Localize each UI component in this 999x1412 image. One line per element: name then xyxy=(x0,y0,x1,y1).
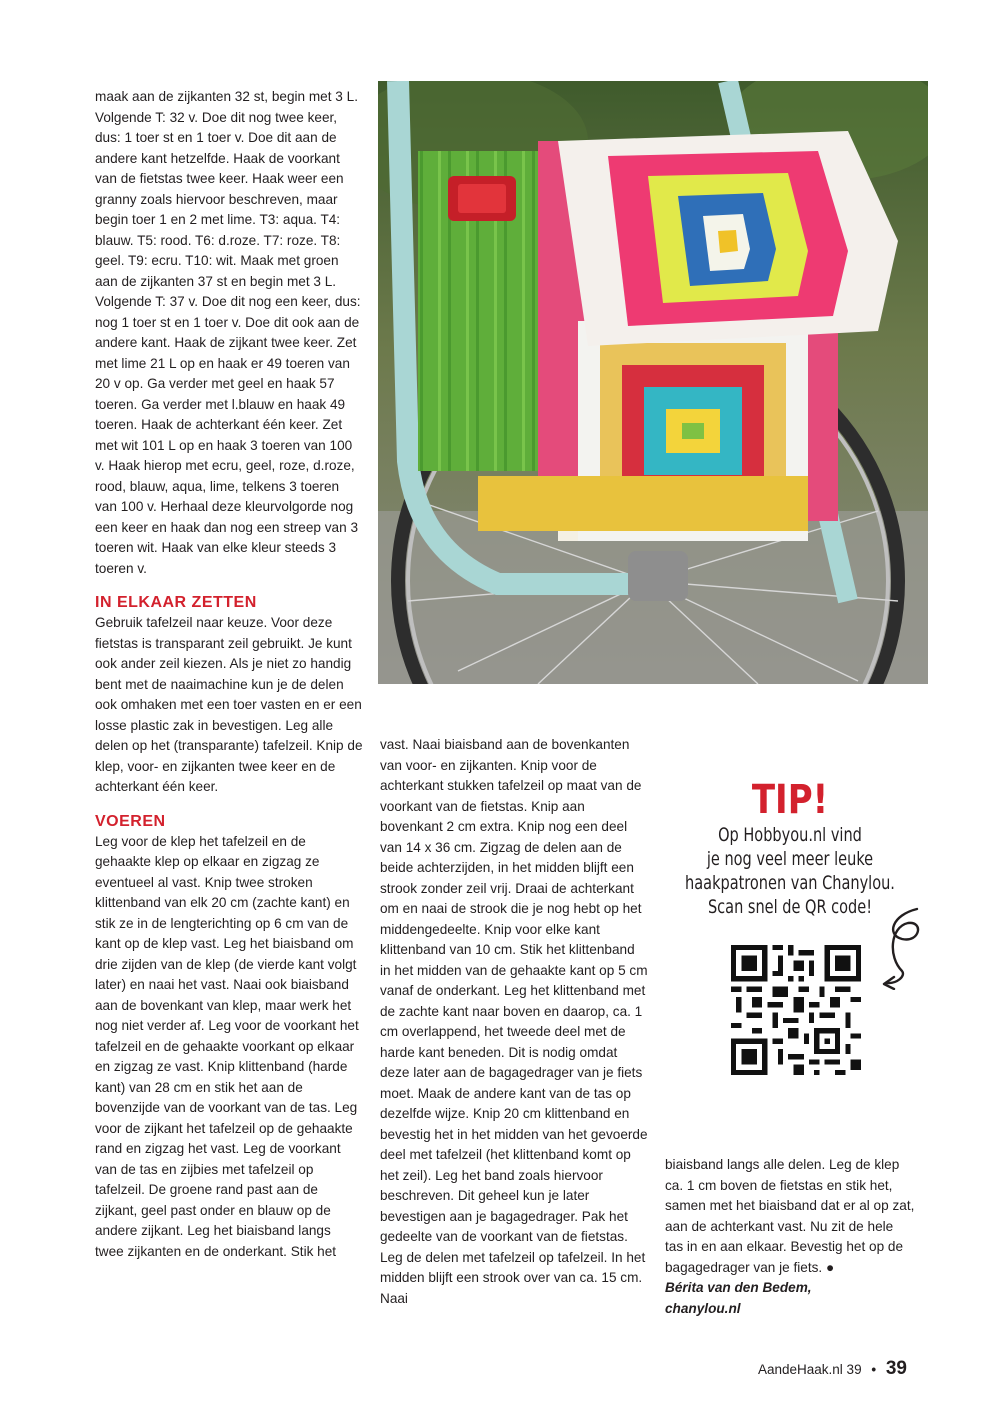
lining-continued-paragraph: vast. Naai biaisband aan de bovenkanten van voor- en zijkanten. Knip voor de achterkant stukken tafelzeil op maat van de voorkant van de fietstas. Knip aan bovenkant 2 cm extra. Knip nog een deel van 14 x 36 cm. Zigzag de delen aan de beide achterzijden, in het midden blijft een strook zonder zeil vrij. Draai de achterkant om en naai de strook die je nog hebt op het middengedeelte. Knip voor elke kant klittenband van 10 cm. Stik het klittenband in het midden van de gehaakte kant op 5 cm vanaf de onderkant. Leg het klittenband met de zachte kant naar boven en daarop, ca. 1 cm overlappend, het tweede deel met de harde kant beneden. Dit is nodig omdat deze later aan de bagagedrager van je fiets moet. Maak de andere kant van de tas op dezelfde wijze. Knip 20 cm klittenband en bevestig het in het midden van het gevoerde deel met tafelzeil (het klittenband komt op het zeil). Leg het band zoals hiervoor beschreven. Dit geheel kun je later bevestigen aan je bagagedrager. Pak het gedeelte van de voorkant van de fietstas. Leg de delen met tafelzeil op tafelzeil. In het midden blijft een strook over van ca. 15 cm. Naai xyxy=(380,737,648,1306)
author-website: chanylou.nl xyxy=(665,1300,741,1316)
lining-paragraph: Leg voor de klep het tafelzeil en de gehaakte klep op elkaar en zigzag ze eventueel al vast. Knip twee stroken klittenband van elk 20 cm (zachte kant) en stik ze in de lengterichting op 6 cm van de kant op de klep vast. Leg het biaisband om drie zijden van de klep (de vierde kant volgt later) en naai het vast. Naai ook biaisband aan de bovenkant van klep, maar werk het nog niet verder af. Leg voor de voorkant het tafelzeil en de gehaakte voorkant op elkaar en zigzag ze vast. Knip klittenband (harde kant) van 28 cm en stik het aan de bovenzijde van de voorkant van de tas. Leg voor de zijkant het tafelzeil op de gehaakte rand en zigzag het vast. Leg de voorkant van de tas en zijbies met tafelzeil op tafelzeil. De groene rand past aan de zijkant, geel past onder en blauw op de andere zijkant. Leg het biaisband langs twee zijkanten en de onderkant. Stik het xyxy=(95,833,359,1259)
text-column-1 xyxy=(95,87,363,1262)
page-footer xyxy=(758,1358,907,1380)
instructions-paragraph: maak aan de zijkanten 32 st, begin met 3 L. Volgende T: 32 v. Doe dit nog twee keer, dus: 1 toer st en 1 toer v. Doe dit aan de andere kant hetzelfde. Haak de voorkant van de fietstas twee keer. Haak weer een granny zoals hiervoor beschreven, maar begin toer 1 en 2 met lime. T3: aqua. T4: blauw. T5: rood. T6: d.roze. T7: roze. T8: geel. T9: ecru. T10: wit. Maak met groen aan de zijkanten 37 st en begin met 3 L. Volgende T: 37 v. Doe dit nog een keer, dus: nog 1 toer st en 1 toer v. Doe dit ook aan de andere kant. Haak de zijkant twee keer. Zet met lime 21 L op en haak er 49 toeren van 20 v op. Ga verder met geel en haak 57 toeren. Ga verder met l.blauw en haak 49 toeren. Haak de achterkant één keer. Zet met wit 101 L op en haak 3 toeren van 100 v. Haak hierop met ecru, geel, roze, d.roze, rood, blauw, aqua, lime, telkens 3 toeren van 100 v. Herhaal deze kleurvolgorde nog een keer en haak dan nog een streep van 3 toeren wit. Haak van elke kleur steeds 3 toeren v. xyxy=(95,89,361,576)
tip-title: TIP! xyxy=(751,777,829,823)
tip-line-2: je nog veel meer leuke xyxy=(706,848,874,870)
text-column-3 xyxy=(665,1155,915,1319)
text-column-2 xyxy=(380,735,648,1309)
tip-line-1: Op Hobbyou.nl vind xyxy=(718,824,862,846)
footer-bullet: • xyxy=(871,1362,877,1377)
closing-paragraph: biaisband langs alle delen. Leg de klep ca. 1 cm boven de fietstas en stik het, samen met het biaisband dat er al op zat, aan de achterkant vast. Nu zit de hele tas in en aan elkaar. Bevestig het op de bagagedrager van je fiets. ● xyxy=(665,1157,915,1275)
tip-line-4: Scan snel de QR code! xyxy=(707,896,873,918)
footer-magazine: AandeHaak.nl 39 xyxy=(758,1362,862,1377)
section-heading-assembly: IN ELKAAR ZETTEN xyxy=(95,594,257,611)
qr-code[interactable] xyxy=(731,945,861,1075)
swirl-arrow-icon xyxy=(872,905,932,990)
tip-box xyxy=(660,778,920,918)
assembly-paragraph: Gebruik tafelzeil naar keuze. Voor deze fietstas is transparant zeil gebruikt. Je kunt ook ander zeil kiezen. Als je niet zo handig bent met de naaimachine kun je de delen ook omhaken met een toer vasten en er een losse plastic zak in bevestigen. Leg alle delen op het (transparante) tafelzeil. Knip de klep, voor- en zijkanten twee keer en de achterkant één keer. xyxy=(95,615,363,794)
author-name: Bérita van den Bedem, xyxy=(665,1280,812,1295)
section-heading-lining: VOEREN xyxy=(95,812,166,830)
page-number: 39 xyxy=(885,1358,907,1379)
bicycle-bag-photo xyxy=(378,81,928,684)
tip-line-3: haakpatronen van Chanylou. xyxy=(685,872,895,894)
